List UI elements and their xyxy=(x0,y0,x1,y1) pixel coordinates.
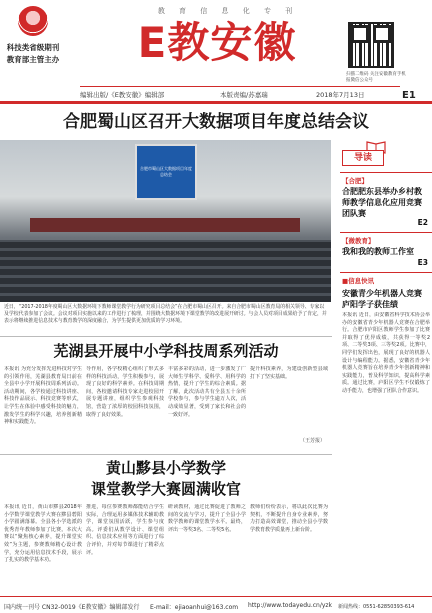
stage-table xyxy=(30,218,300,232)
page-code: E2 xyxy=(417,218,428,227)
sidebar-item-headline: 合肥肥东县举办乡村教师教学信息化应用竞赛团队赛 xyxy=(342,187,422,218)
news-hotline: 新闻热线：0551-62850393-614 xyxy=(338,604,415,610)
story3-column-3: 研读教材，通过比赛促进了教师之间的交流与学习，提升了全县小学数学教师的课堂教学水平。最终，评出一等奖3名、二等奖5名。 xyxy=(168,504,246,533)
story3-headline-line-2: 课堂教学大赛圆满收官 xyxy=(90,480,241,498)
story2-headline: 芜湖县开展中小学科技周系列活动 xyxy=(53,342,279,360)
issue-date: 2018年7月13日 xyxy=(316,91,365,99)
sidebar-item-headline: 我和我的教师工作室 xyxy=(342,247,414,256)
org-line-1: 科技类省级期刊 xyxy=(6,43,60,52)
story3-column-4: 教师们纷纷表示，将以此次比赛为契机，不断提升自身专业素养，努力打造高效课堂，推动全县小学数学教育教学质量再上新台阶。 xyxy=(250,504,328,533)
story2-column-4: 提升科技素养，为建设创新型县域打下了坚实基础。 xyxy=(250,366,328,380)
story2-column-2: 导作用，各学校精心组织了形式多样的科技活动，学生积极参与，展现了良好的科学素养。在科技周期间，各校邀请科技专家走进校园开展专题讲座，组织学生参观科技馆，营造了浓厚的校园科技氛围，取得了良好效果。 xyxy=(86,366,164,418)
emblem-icon xyxy=(18,6,48,36)
projection-screen xyxy=(135,144,197,200)
divider xyxy=(340,272,432,273)
info-bar xyxy=(80,86,400,98)
section-tag: 【微教育】 xyxy=(342,237,375,245)
org-line-2: 教育部主管主办 xyxy=(6,55,60,64)
photo-caption: 近日，“2017-2018年度蜀山区大数据环境下教师课堂教学行为研究项目总结会”在合肥市蜀山区召开。来自合肥市蜀山区教育局的相关领导、专家以及学校代表参加了会议。会议对项目实施以来的工作进行了梳理，并围绕大数据环境下课堂教学的改进展开研讨。与会人员对项目成果给予了肯定，并表示将继续推进信息技术与教育教学的深度融合，为学生提供更加优质的学习环境。 xyxy=(4,304,327,324)
desk-line: 本版责编/苏嘉瑞 xyxy=(220,91,268,99)
story2-column-1: 本报讯 为充分发挥先进科技对学生的引领作用，芜湖县教育局日前在全县中小学开展科技周系列活动。活动期间，各学校通过科技讲座、科技作品展示、科技竞赛等形式，让学生在体验中感受科技的魅力，激发学生的科学兴趣，培养创新精神和实践能力。 xyxy=(4,366,82,426)
story3-headline-line-1: 黄山黟县小学数学 xyxy=(105,459,226,477)
masthead-title: E教安徽 xyxy=(137,18,297,67)
story2-column-3: 丰富多彩的活动，进一步激发了广大师生学科学、爱科学、用科学的热情，提升了学生的综合素质。据了解，此次活动共有全县五十余所学校参与，参与学生逾万人次，活动成效显著，受到了家长和社会的一致好评。 xyxy=(168,366,246,418)
publication-number: 国内统一刊号 CN32-0019《E教安徽》编辑部发行 xyxy=(4,604,140,611)
footer xyxy=(0,596,432,613)
page-code: E3 xyxy=(417,258,428,267)
story3-column-1: 本报讯 近日，黄山市黟县2018年小学数学课堂教学大赛在黟县碧阳小学圆满落幕。全县各小学选派的优秀青年教师参加了比赛。本次大赛以“聚焦核心素养，提升课堂实效”为主题，参赛教师精心设计教学，充分运用信息技术手段，展示了扎实的教学基本功。 xyxy=(4,504,82,564)
publisher-logo xyxy=(4,6,62,72)
tagline: 教 育 信 息 化 专 刊 xyxy=(157,7,299,15)
editor-line: 编辑出版/《E教安徽》编辑部 xyxy=(80,91,165,99)
story3-column-2: 推进，每位参赛教师都能结合学生实际，合理运用多媒体技术辅助教学，课堂氛围活跃，学生参与度高。评委们从教学设计、课堂组织、信息技术应用等方面进行了综合评价，并对每节课进行了精彩点评。 xyxy=(86,504,164,556)
page-code: E1 xyxy=(402,90,416,101)
brief-body: 本报讯 近日，由安徽省科学技术协会举办的安徽省青少年机器人竞赛在合肥举行。合肥市庐阳区教师学生参加了比赛并取得了优异成绩，共获得一等奖2项、二等奖3项、三等奖2项。比赛中，同学们发挥出色，展现了良好的机器人设计与编程能力。据悉，安徽省青少年机器人竞赛旨在培养青少年创新精神和实践能力，普及科学知识，提高科学素质。通过比赛，庐阳区学生不仅锻炼了动手能力，也增强了团队合作意识。 xyxy=(342,312,430,394)
audience-rows xyxy=(0,240,331,302)
sidebar xyxy=(336,140,432,610)
website-link[interactable]: http://www.todayedu.cn/yzk xyxy=(248,602,333,609)
screen-text: 合肥市蜀山区大数据项目年度总结会 xyxy=(140,166,192,177)
section-tag: 【合肥】 xyxy=(342,177,368,185)
divider xyxy=(340,172,432,173)
divider xyxy=(0,336,332,337)
divider xyxy=(340,232,432,233)
contact-email: E-mail：ejiaoanhui@163.com xyxy=(150,604,239,611)
lead-photo xyxy=(0,140,331,302)
story2-signoff: （王芳报） xyxy=(300,438,326,444)
qr-code-icon xyxy=(348,22,394,68)
divider xyxy=(0,454,332,455)
qr-caption: 扫描二维码 关注安徽教育手机报微信公众号 xyxy=(346,72,406,83)
lead-headline: 合肥蜀山区召开大数据项目年度总结会议 xyxy=(0,101,432,137)
guide-label: 导读 xyxy=(342,150,384,166)
section-tag: ■信息快讯 xyxy=(342,277,375,285)
sidebar-item-headline: 安徽青少年机器人竞赛庐阳学子获佳绩 xyxy=(342,289,422,309)
